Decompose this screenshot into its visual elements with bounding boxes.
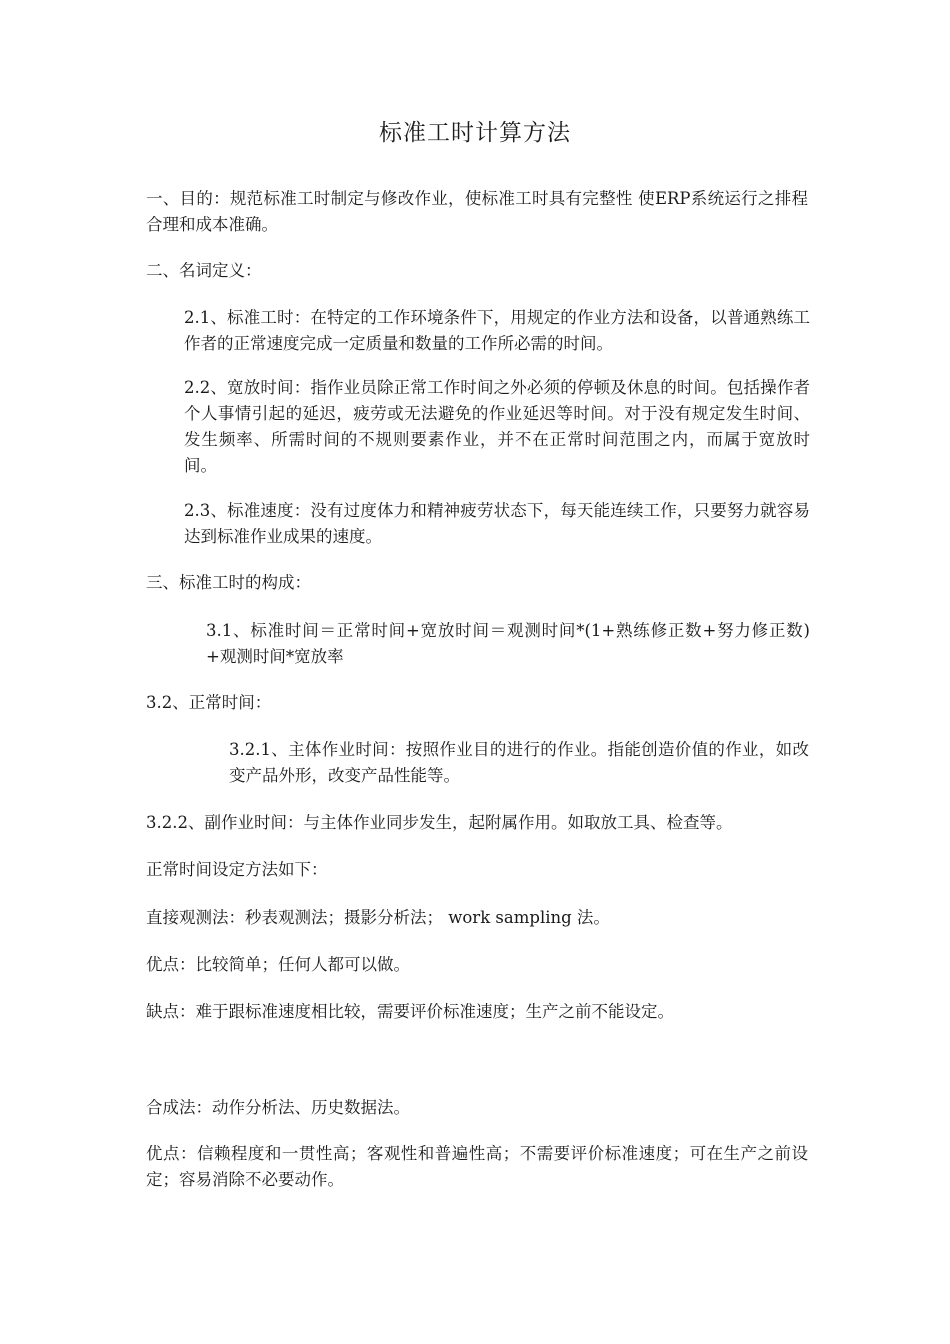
- document-title: 标准工时计算方法: [379, 120, 571, 146]
- definition-standard-time: 2.1、标准工时：在特定的工作环境条件下，用规定的作业方法和设备，以普通熟练工作者的正常速度完成一定质量和数量的工作所必需的时间。: [184, 308, 810, 353]
- normal-time-heading: 3.2、正常时间：: [146, 693, 272, 712]
- section-composition-heading: 三、标准工时的构成：: [146, 573, 311, 592]
- definition-standard-speed: 2.3、标准速度：没有过度体力和精神疲劳状态下，每天能连续工作，只要努力就容易达到标准作业成果的速度。: [184, 501, 810, 546]
- definition-allowance-time: 2.2、宽放时间：指作业员除正常工作时间之外必须的停顿及休息的时间。包括操作者个人事情引起的延迟，疲劳或无法避免的作业延迟等时间。对于没有规定发生时间、发生频率、所需时间的不规则要素作业，并不在正常时间范围之内，而属于宽放时间。: [184, 378, 810, 475]
- sub-work-time: 3.2.2、副作业时间：与主体作业同步发生，起附属作用。如取放工具、检查等。: [146, 813, 733, 832]
- direct-observation-cons: 缺点：难于跟标准速度相比较，需要评价标准速度；生产之前不能设定。: [146, 1002, 674, 1021]
- section-purpose: 一、目的：规范标准工时制定与修改作业，使标准工时具有完整性 使ERP系统运行之排程合理和成本准确。: [146, 189, 808, 234]
- direct-observation-pros: 优点：比较简单；任何人都可以做。: [146, 955, 410, 974]
- section-definitions-heading: 二、名词定义：: [146, 261, 262, 280]
- main-work-time: 3.2.1、主体作业时间：按照作业目的进行的作业。指能创造价值的作业，如改变产品外形，改变产品性能等。: [229, 740, 809, 785]
- synthesis-method: 合成法：动作分析法、历史数据法。: [146, 1098, 410, 1117]
- formula-standard-time: 3.1、标准时间＝正常时间+宽放时间＝观测时间*(1+熟练修正数+努力修正数)+观测时间*宽放率: [206, 621, 810, 666]
- normal-time-methods-intro: 正常时间设定方法如下：: [146, 860, 328, 879]
- direct-observation-method: 直接观测法：秒表观测法；摄影分析法； work sampling 法。: [146, 908, 610, 927]
- synthesis-pros: 优点：信赖程度和一贯性高；客观性和普遍性高；不需要评价标准速度；可在生产之前设定；容易消除不必要动作。: [146, 1144, 808, 1189]
